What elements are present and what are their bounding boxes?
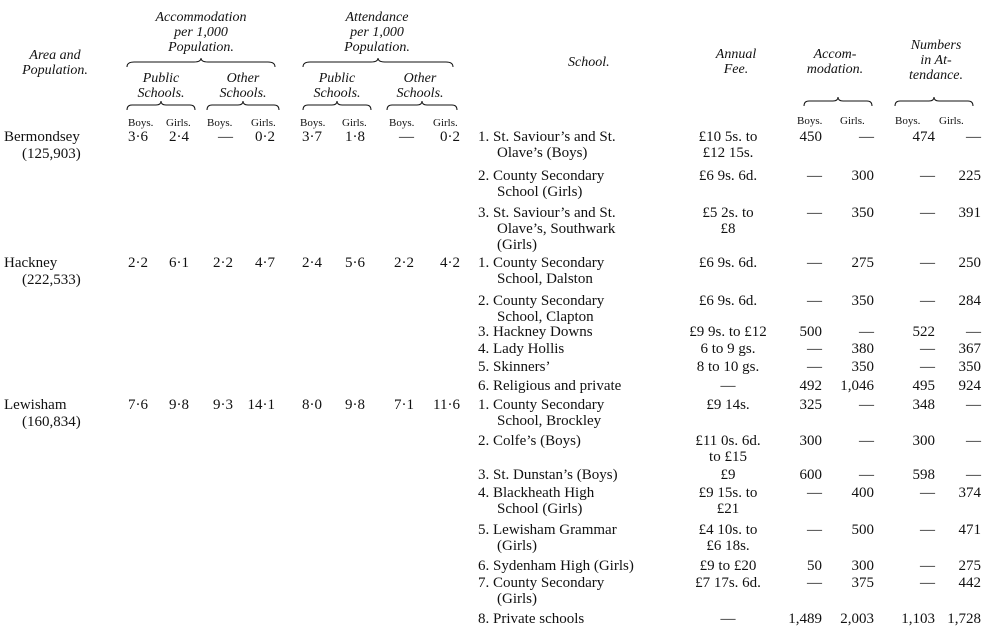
school-name: 8. Private schools (478, 611, 585, 627)
stat-cell: 2·2 (394, 255, 414, 271)
annual-fee: £9 to £20 (699, 558, 757, 574)
annual-fee: £4 10s. to (698, 522, 758, 538)
stat-cell: — (218, 129, 233, 145)
attend-boys-cell: — (920, 293, 935, 309)
accom-boys-cell: 50 (807, 558, 822, 574)
girls-label: Girls. (433, 117, 458, 129)
girls-label: Girls. (840, 115, 865, 127)
annual-fee: £6 9s. 6d. (698, 293, 758, 309)
boys-label: Boys. (389, 117, 415, 129)
public-schools-header-att: Public Schools. (313, 71, 361, 101)
accom-girls-cell: 275 (851, 255, 874, 271)
stat-cell: 14·1 (247, 397, 275, 413)
accom-girls-cell: 400 (851, 485, 874, 501)
boys-label: Boys. (207, 117, 233, 129)
stat-cell: 5·6 (345, 255, 365, 271)
accom-girls-cell: 300 (851, 558, 874, 574)
area-name: Hackney (4, 255, 58, 271)
accom-girls-cell: 350 (851, 293, 874, 309)
attend-girls-cell: 391 (958, 205, 981, 221)
school-name-continued: School (Girls) (497, 184, 583, 200)
accom-boys-cell: 325 (799, 397, 822, 413)
annual-fee: to £15 (709, 449, 747, 465)
attend-girls-cell: 471 (958, 522, 981, 538)
school-name: 2. County Secondary (478, 168, 605, 184)
boys-label: Boys. (895, 115, 921, 127)
annual-fee: £6 9s. 6d. (698, 255, 758, 271)
public-schools-header-accom: Public Schools. (137, 71, 185, 101)
school-name: 3. Hackney Downs (478, 324, 593, 340)
accom-girls-cell: 380 (851, 341, 874, 357)
accom-girls-cell: 1,046 (840, 378, 874, 394)
stat-cell: 0·2 (440, 129, 460, 145)
attend-girls-cell: 1,728 (947, 611, 981, 627)
stat-cell: 7·1 (394, 397, 414, 413)
school-name-continued: Olave’s, Southwark (497, 221, 616, 237)
annual-fee: £8 (720, 221, 736, 237)
accommodation-header: Accommodation per 1,000 Population. (155, 10, 247, 55)
school-name: 7. County Secondary (478, 575, 605, 591)
attendance-header: Attendance per 1,000 Population. (344, 10, 410, 55)
accom-boys-cell: 600 (799, 467, 822, 483)
stat-cell: 4·2 (440, 255, 460, 271)
school-name-continued: School (Girls) (497, 501, 583, 517)
attend-girls-cell: 374 (958, 485, 981, 501)
school-name: 5. Lewisham Grammar (478, 522, 617, 538)
stat-cell: 9·8 (169, 397, 189, 413)
stat-cell: 9·3 (213, 397, 233, 413)
area-population: (160,834) (22, 414, 81, 430)
annual-fee: 6 to 9 gs. (700, 341, 756, 357)
accom-boys-cell: — (807, 341, 822, 357)
attend-boys-cell: — (920, 341, 935, 357)
attend-girls-cell: — (966, 324, 981, 340)
attend-boys-cell: — (920, 255, 935, 271)
accom-boys-cell: 450 (799, 129, 822, 145)
stat-cell: 1·8 (345, 129, 365, 145)
accom-girls-cell: — (859, 324, 874, 340)
attend-boys-cell: — (920, 485, 935, 501)
girls-label: Girls. (251, 117, 276, 129)
accom-boys-cell: — (807, 205, 822, 221)
annual-fee: £6 9s. 6d. (698, 168, 758, 184)
area-name: Lewisham (4, 397, 67, 413)
stat-cell: 0·2 (255, 129, 275, 145)
attend-boys-cell: 598 (912, 467, 935, 483)
school-name-continued: School, Clapton (497, 309, 594, 325)
annual-fee: £9 14s. (706, 397, 750, 413)
school-name-continued: School, Brockley (497, 413, 602, 429)
school-name: 3. St. Saviour’s and St. (478, 205, 616, 221)
girls-label: Girls. (342, 117, 367, 129)
accom-boys-cell: — (807, 293, 822, 309)
annual-fee: £9 (720, 467, 736, 483)
accom-boys-cell: 300 (799, 433, 822, 449)
attendance-brace (302, 58, 454, 68)
other-schools-header-accom: Other Schools. (219, 71, 267, 101)
stat-cell: 3·7 (302, 129, 322, 145)
accom-boys-cell: — (807, 255, 822, 271)
accom-girls-cell: 350 (851, 205, 874, 221)
attend-boys-cell: 474 (912, 129, 935, 145)
attend-girls-cell: 924 (958, 378, 981, 394)
boys-label: Boys. (300, 117, 326, 129)
stat-cell: 6·1 (169, 255, 189, 271)
accom-boys-cell: — (807, 575, 822, 591)
boys-label: Boys. (128, 117, 154, 129)
attend-boys-cell: — (920, 359, 935, 375)
attend-boys-cell: — (920, 168, 935, 184)
attend-boys-cell: — (920, 205, 935, 221)
school-name: 2. Colfe’s (Boys) (478, 433, 581, 449)
stat-cell: 3·6 (128, 129, 148, 145)
attend-boys-cell: 495 (912, 378, 935, 394)
other-brace-att (386, 101, 458, 111)
attend-boys-cell: 300 (912, 433, 935, 449)
school-name: 1. County Secondary (478, 397, 605, 413)
area-population: (125,903) (22, 146, 81, 162)
attend-boys-cell: — (920, 522, 935, 538)
attend-girls-cell: 367 (958, 341, 981, 357)
school-name-continued: (Girls) (497, 237, 537, 253)
other-brace-accom (206, 101, 280, 111)
numbers-col-brace (894, 97, 974, 107)
stat-cell: 2·4 (302, 255, 322, 271)
school-name: 1. St. Saviour’s and St. (478, 129, 616, 145)
accom-boys-cell: — (807, 522, 822, 538)
numbers-col-header: Numbers in At- tendance. (908, 38, 964, 83)
annual-fee: £12 15s. (702, 145, 754, 161)
attend-girls-cell: — (966, 397, 981, 413)
school-name: 4. Lady Hollis (478, 341, 565, 357)
accom-girls-cell: — (859, 129, 874, 145)
school-name: 6. Religious and private (478, 378, 622, 394)
school-name: 6. Sydenham High (Girls) (478, 558, 634, 574)
attend-boys-cell: 522 (912, 324, 935, 340)
accom-girls-cell: 375 (851, 575, 874, 591)
attend-boys-cell: 1,103 (901, 611, 935, 627)
stat-cell: 7·6 (128, 397, 148, 413)
area-header: Area and Population. (22, 48, 88, 78)
school-name-continued: (Girls) (497, 538, 537, 554)
attend-girls-cell: — (966, 129, 981, 145)
area-name: Bermondsey (4, 129, 80, 145)
accom-girls-cell: — (859, 397, 874, 413)
attend-boys-cell: 348 (912, 397, 935, 413)
accom-boys-cell: 492 (799, 378, 822, 394)
attend-girls-cell: — (966, 467, 981, 483)
school-name: 2. County Secondary (478, 293, 605, 309)
accom-boys-cell: 1,489 (788, 611, 822, 627)
attend-girls-cell: 350 (958, 359, 981, 375)
annual-fee: £10 5s. to (698, 129, 758, 145)
stat-cell: — (399, 129, 414, 145)
school-name: 4. Blackheath High (478, 485, 595, 501)
accommodation-col-brace (803, 97, 873, 107)
stat-cell: 11·6 (433, 397, 460, 413)
accom-boys-cell: — (807, 359, 822, 375)
accommodation-col-header: Accom- modation. (806, 47, 864, 77)
boys-label: Boys. (797, 115, 823, 127)
annual-fee-header: Annual Fee. (715, 47, 757, 77)
accom-girls-cell: 500 (851, 522, 874, 538)
girls-label: Girls. (166, 117, 191, 129)
stat-cell: 8·0 (302, 397, 322, 413)
annual-fee: £6 18s. (706, 538, 750, 554)
attend-boys-cell: — (920, 558, 935, 574)
school-name: 1. County Secondary (478, 255, 605, 271)
accom-girls-cell: 350 (851, 359, 874, 375)
attend-boys-cell: — (920, 575, 935, 591)
stat-cell: 9·8 (345, 397, 365, 413)
accom-boys-cell: — (807, 485, 822, 501)
accom-girls-cell: — (859, 433, 874, 449)
annual-fee: £11 0s. 6d. (695, 433, 761, 449)
public-brace-att (302, 101, 372, 111)
annual-fee: 8 to 10 gs. (696, 359, 760, 375)
school-name-continued: School, Dalston (497, 271, 593, 287)
school-name: 5. Skinners’ (478, 359, 551, 375)
accom-boys-cell: — (807, 168, 822, 184)
annual-fee: — (720, 611, 736, 627)
stat-cell: 2·2 (213, 255, 233, 271)
girls-label: Girls. (939, 115, 964, 127)
school-name: 3. St. Dunstan’s (Boys) (478, 467, 618, 483)
attend-girls-cell: 225 (958, 168, 981, 184)
accom-boys-cell: 500 (799, 324, 822, 340)
annual-fee: £7 17s. 6d. (695, 575, 761, 591)
attend-girls-cell: 250 (958, 255, 981, 271)
other-schools-header-att: Other Schools. (396, 71, 444, 101)
accommodation-brace (126, 58, 276, 68)
accom-girls-cell: — (859, 467, 874, 483)
annual-fee: £21 (716, 501, 740, 517)
attend-girls-cell: 284 (958, 293, 981, 309)
annual-fee: £5 2s. to (702, 205, 754, 221)
accom-girls-cell: 2,003 (840, 611, 874, 627)
public-brace-accom (126, 101, 196, 111)
stat-cell: 2·4 (169, 129, 189, 145)
school-name-continued: (Girls) (497, 591, 537, 607)
annual-fee: £9 15s. to (698, 485, 758, 501)
attend-girls-cell: — (966, 433, 981, 449)
stat-cell: 4·7 (255, 255, 275, 271)
accom-girls-cell: 300 (851, 168, 874, 184)
school-name-continued: Olave’s (Boys) (497, 145, 588, 161)
attend-girls-cell: 275 (958, 558, 981, 574)
school-header: School. (568, 55, 610, 70)
stat-cell: 2·2 (128, 255, 148, 271)
attend-girls-cell: 442 (958, 575, 981, 591)
annual-fee: £9 9s. to £12 (689, 324, 767, 340)
area-population: (222,533) (22, 272, 81, 288)
annual-fee: — (720, 378, 736, 394)
